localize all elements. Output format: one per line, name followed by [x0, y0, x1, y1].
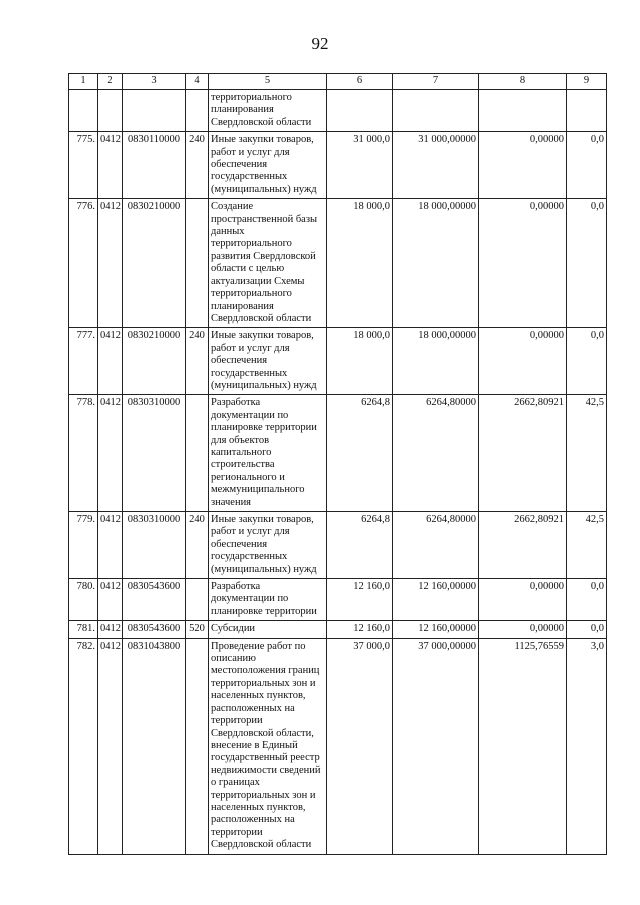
header-cell: 2 — [98, 74, 123, 90]
header-cell: 3 — [123, 74, 186, 90]
expense-type-code: 240 — [186, 512, 209, 579]
row-number: 779. — [69, 512, 98, 579]
execution-percent: 0,0 — [567, 328, 607, 395]
planned-amount-exact: 6264,80000 — [393, 395, 479, 512]
section-code — [98, 90, 123, 132]
planned-amount-exact: 37 000,00000 — [393, 638, 479, 854]
row-number: 776. — [69, 199, 98, 328]
header-cell: 9 — [567, 74, 607, 90]
expense-type-code: 240 — [186, 132, 209, 199]
header-cell: 7 — [393, 74, 479, 90]
target-article-code: 0830543600 — [123, 579, 186, 621]
table-row — [69, 90, 607, 132]
table-row — [69, 328, 607, 395]
table-row — [69, 621, 607, 638]
executed-amount: 0,00000 — [479, 132, 567, 199]
planned-amount-exact — [393, 90, 479, 132]
execution-percent: 0,0 — [567, 132, 607, 199]
expense-type-code — [186, 199, 209, 328]
planned-amount-exact: 18 000,00000 — [393, 328, 479, 395]
executed-amount — [479, 90, 567, 132]
row-number: 775. — [69, 132, 98, 199]
execution-percent: 0,0 — [567, 579, 607, 621]
target-article-code: 0830310000 — [123, 395, 186, 512]
expense-type-code: 240 — [186, 328, 209, 395]
expense-type-code — [186, 90, 209, 132]
row-number: 781. — [69, 621, 98, 638]
item-name: Разработка документации по планировке территории для объектов капитального строительства регионального и межмуниципального значения — [209, 395, 327, 512]
row-number: 782. — [69, 638, 98, 854]
executed-amount: 0,00000 — [479, 621, 567, 638]
expense-type-code — [186, 395, 209, 512]
item-name: территориального планирования Свердловской области — [209, 90, 327, 132]
executed-amount: 2662,80921 — [479, 512, 567, 579]
executed-amount: 0,00000 — [479, 579, 567, 621]
expense-type-code: 520 — [186, 621, 209, 638]
header-cell: 8 — [479, 74, 567, 90]
planned-amount-exact: 12 160,00000 — [393, 621, 479, 638]
planned-amount — [327, 90, 393, 132]
execution-percent: 3,0 — [567, 638, 607, 854]
row-number — [69, 90, 98, 132]
planned-amount: 12 160,0 — [327, 579, 393, 621]
executed-amount: 1125,76559 — [479, 638, 567, 854]
header-cell: 1 — [69, 74, 98, 90]
planned-amount: 18 000,0 — [327, 199, 393, 328]
planned-amount: 6264,8 — [327, 512, 393, 579]
planned-amount-exact: 6264,80000 — [393, 512, 479, 579]
item-name: Создание пространственной базы данных территориального развития Свердловской области с целью актуализации Схемы территориального планирования Свердловской области — [209, 199, 327, 328]
item-name: Разработка документации по планировке территории — [209, 579, 327, 621]
target-article-code: 0830210000 — [123, 328, 186, 395]
item-name: Иные закупки товаров, работ и услуг для обеспечения государственных (муниципальных) нужд — [209, 512, 327, 579]
planned-amount: 37 000,0 — [327, 638, 393, 854]
section-code: 0412 — [98, 579, 123, 621]
section-code: 0412 — [98, 328, 123, 395]
section-code: 0412 — [98, 199, 123, 328]
target-article-code: 0830310000 — [123, 512, 186, 579]
planned-amount-exact: 12 160,00000 — [393, 579, 479, 621]
budget-table — [68, 73, 607, 855]
target-article-code — [123, 90, 186, 132]
header-cell: 6 — [327, 74, 393, 90]
target-article-code: 0830110000 — [123, 132, 186, 199]
table-row — [69, 395, 607, 512]
item-name: Иные закупки товаров, работ и услуг для обеспечения государственных (муниципальных) нужд — [209, 132, 327, 199]
page-number: 92 — [311, 34, 329, 53]
expense-type-code — [186, 579, 209, 621]
executed-amount: 0,00000 — [479, 199, 567, 328]
table-row — [69, 199, 607, 328]
table-row — [69, 512, 607, 579]
executed-amount: 2662,80921 — [479, 395, 567, 512]
execution-percent: 0,0 — [567, 621, 607, 638]
header-row — [69, 74, 607, 90]
planned-amount-exact: 31 000,00000 — [393, 132, 479, 199]
section-code: 0412 — [98, 395, 123, 512]
table-row — [69, 638, 607, 854]
item-name: Субсидии — [209, 621, 327, 638]
item-name: Иные закупки товаров, работ и услуг для обеспечения государственных (муниципальных) нужд — [209, 328, 327, 395]
header-cell: 4 — [186, 74, 209, 90]
section-code: 0412 — [98, 512, 123, 579]
planned-amount: 12 160,0 — [327, 621, 393, 638]
table-row — [69, 579, 607, 621]
row-number: 780. — [69, 579, 98, 621]
section-code: 0412 — [98, 638, 123, 854]
execution-percent: 42,5 — [567, 512, 607, 579]
planned-amount-exact: 18 000,00000 — [393, 199, 479, 328]
target-article-code: 0831043800 — [123, 638, 186, 854]
section-code: 0412 — [98, 132, 123, 199]
target-article-code: 0830210000 — [123, 199, 186, 328]
table-row — [69, 132, 607, 199]
expense-type-code — [186, 638, 209, 854]
execution-percent — [567, 90, 607, 132]
execution-percent: 0,0 — [567, 199, 607, 328]
row-number: 777. — [69, 328, 98, 395]
planned-amount: 6264,8 — [327, 395, 393, 512]
section-code: 0412 — [98, 621, 123, 638]
target-article-code: 0830543600 — [123, 621, 186, 638]
planned-amount: 31 000,0 — [327, 132, 393, 199]
planned-amount: 18 000,0 — [327, 328, 393, 395]
execution-percent: 42,5 — [567, 395, 607, 512]
row-number: 778. — [69, 395, 98, 512]
header-cell: 5 — [209, 74, 327, 90]
item-name: Проведение работ по описанию местоположения границ территориальных зон и населенных пунктов, расположенных на территории Свердловской области, внесение в Единый государственный реестр недвижимости сведений о границах территориальных зон и населенных пунктов, расположенных на территории Свердловской области — [209, 638, 327, 854]
executed-amount: 0,00000 — [479, 328, 567, 395]
